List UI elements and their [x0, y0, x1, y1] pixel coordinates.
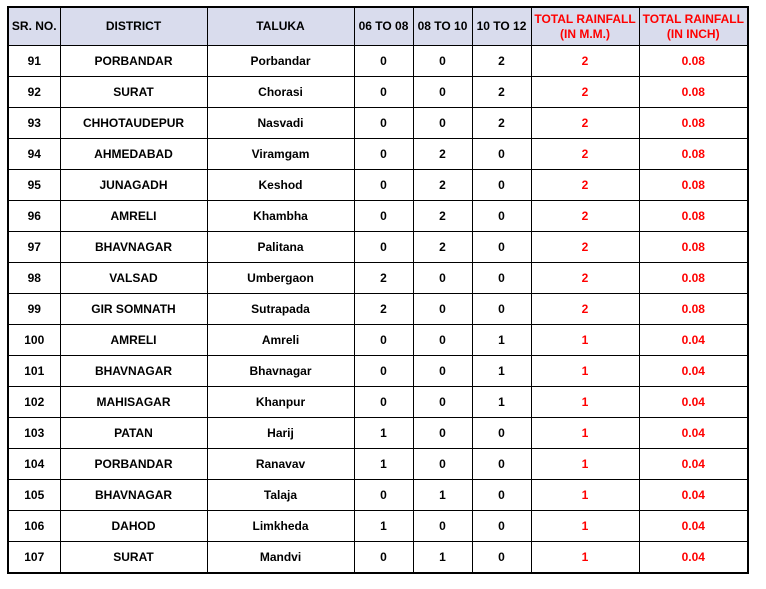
- period-10-12-cell: 0: [472, 511, 531, 542]
- total-rainfall-inch-cell: 0.08: [639, 46, 748, 77]
- table-row: [8, 294, 748, 325]
- period-10-12-cell: 0: [472, 201, 531, 232]
- total-rainfall-mm-cell: 2: [531, 139, 639, 170]
- total-rainfall-inch-cell: 0.08: [639, 77, 748, 108]
- district-cell: MAHISAGAR: [60, 387, 207, 418]
- total-rainfall-inch-cell: 0.04: [639, 387, 748, 418]
- table-row: [8, 201, 748, 232]
- taluka-cell: Nasvadi: [207, 108, 354, 139]
- taluka-cell: Palitana: [207, 232, 354, 263]
- period-10-12-cell: 0: [472, 263, 531, 294]
- table-row: [8, 139, 748, 170]
- period-10-12-cell: 0: [472, 294, 531, 325]
- period-06-08-cell: 2: [354, 263, 413, 294]
- total-rainfall-mm-cell: 1: [531, 480, 639, 511]
- total-rainfall-mm-cell: 1: [531, 418, 639, 449]
- period-06-08-cell: 0: [354, 201, 413, 232]
- table-row: [8, 356, 748, 387]
- district-cell: BHAVNAGAR: [60, 232, 207, 263]
- taluka-cell: Porbandar: [207, 46, 354, 77]
- sr-no-cell: 98: [8, 263, 60, 294]
- period-10-12-cell: 0: [472, 542, 531, 574]
- table-row: [8, 542, 748, 574]
- period-10-12-cell: 2: [472, 108, 531, 139]
- period-06-08-cell: 0: [354, 77, 413, 108]
- sr-no-cell: 93: [8, 108, 60, 139]
- district-cell: CHHOTAUDEPUR: [60, 108, 207, 139]
- period-10-12-cell: 2: [472, 46, 531, 77]
- sr-no-cell: 96: [8, 201, 60, 232]
- district-cell: SURAT: [60, 542, 207, 574]
- header-total-inch-line1: TOTAL RAINFALL: [642, 11, 744, 26]
- table-row: [8, 418, 748, 449]
- period-06-08-cell: 0: [354, 480, 413, 511]
- header-period-06-08: 06 TO 08: [354, 7, 413, 46]
- period-06-08-cell: 0: [354, 325, 413, 356]
- header-total-inch-line2: (IN INCH): [666, 26, 720, 41]
- period-06-08-cell: 1: [354, 511, 413, 542]
- total-rainfall-mm-cell: 2: [531, 232, 639, 263]
- period-06-08-cell: 1: [354, 418, 413, 449]
- sr-no-cell: 95: [8, 170, 60, 201]
- header-total-mm-line1: TOTAL RAINFALL: [534, 11, 636, 26]
- taluka-cell: Mandvi: [207, 542, 354, 574]
- period-06-08-cell: 0: [354, 232, 413, 263]
- sr-no-cell: 103: [8, 418, 60, 449]
- period-08-10-cell: 0: [413, 356, 472, 387]
- period-06-08-cell: 0: [354, 170, 413, 201]
- header-taluka: TALUKA: [207, 7, 354, 46]
- table-row: [8, 232, 748, 263]
- total-rainfall-mm-cell: 2: [531, 294, 639, 325]
- district-cell: DAHOD: [60, 511, 207, 542]
- taluka-cell: Umbergaon: [207, 263, 354, 294]
- total-rainfall-mm-cell: 2: [531, 201, 639, 232]
- table-row: [8, 449, 748, 480]
- period-08-10-cell: 0: [413, 77, 472, 108]
- table-row: [8, 46, 748, 77]
- taluka-cell: Ranavav: [207, 449, 354, 480]
- sr-no-cell: 101: [8, 356, 60, 387]
- period-08-10-cell: 0: [413, 294, 472, 325]
- period-06-08-cell: 0: [354, 108, 413, 139]
- total-rainfall-inch-cell: 0.04: [639, 542, 748, 574]
- table-row: [8, 511, 748, 542]
- total-rainfall-inch-cell: 0.08: [639, 294, 748, 325]
- table-row: [8, 325, 748, 356]
- table-row: [8, 263, 748, 294]
- taluka-cell: Harij: [207, 418, 354, 449]
- total-rainfall-inch-cell: 0.04: [639, 511, 748, 542]
- total-rainfall-mm-cell: 2: [531, 108, 639, 139]
- period-08-10-cell: 1: [413, 480, 472, 511]
- period-08-10-cell: 2: [413, 139, 472, 170]
- district-cell: PORBANDAR: [60, 46, 207, 77]
- sr-no-cell: 91: [8, 46, 60, 77]
- total-rainfall-mm-cell: 2: [531, 263, 639, 294]
- header-period-08-10: 08 TO 10: [413, 7, 472, 46]
- taluka-cell: Khambha: [207, 201, 354, 232]
- total-rainfall-inch-cell: 0.08: [639, 108, 748, 139]
- table-row: [8, 387, 748, 418]
- district-cell: BHAVNAGAR: [60, 480, 207, 511]
- period-08-10-cell: 1: [413, 542, 472, 574]
- total-rainfall-mm-cell: 1: [531, 356, 639, 387]
- period-10-12-cell: 1: [472, 325, 531, 356]
- total-rainfall-inch-cell: 0.08: [639, 139, 748, 170]
- period-10-12-cell: 0: [472, 480, 531, 511]
- period-08-10-cell: 0: [413, 108, 472, 139]
- district-cell: GIR SOMNATH: [60, 294, 207, 325]
- period-10-12-cell: 0: [472, 449, 531, 480]
- period-06-08-cell: 0: [354, 542, 413, 574]
- total-rainfall-inch-cell: 0.08: [639, 201, 748, 232]
- period-08-10-cell: 0: [413, 418, 472, 449]
- total-rainfall-mm-cell: 2: [531, 170, 639, 201]
- district-cell: AMRELI: [60, 325, 207, 356]
- period-08-10-cell: 2: [413, 170, 472, 201]
- period-06-08-cell: 0: [354, 46, 413, 77]
- sr-no-cell: 97: [8, 232, 60, 263]
- sr-no-cell: 105: [8, 480, 60, 511]
- sr-no-cell: 99: [8, 294, 60, 325]
- taluka-cell: Limkheda: [207, 511, 354, 542]
- period-08-10-cell: 0: [413, 46, 472, 77]
- total-rainfall-mm-cell: 1: [531, 449, 639, 480]
- rainfall-table-body: [8, 46, 748, 574]
- sr-no-cell: 104: [8, 449, 60, 480]
- total-rainfall-mm-cell: 2: [531, 77, 639, 108]
- sr-no-cell: 107: [8, 542, 60, 574]
- taluka-cell: Chorasi: [207, 77, 354, 108]
- taluka-cell: Amreli: [207, 325, 354, 356]
- period-08-10-cell: 2: [413, 201, 472, 232]
- period-08-10-cell: 0: [413, 263, 472, 294]
- taluka-cell: Sutrapada: [207, 294, 354, 325]
- sr-no-cell: 100: [8, 325, 60, 356]
- district-cell: VALSAD: [60, 263, 207, 294]
- total-rainfall-mm-cell: 1: [531, 511, 639, 542]
- period-06-08-cell: 2: [354, 294, 413, 325]
- taluka-cell: Talaja: [207, 480, 354, 511]
- header-district: DISTRICT: [60, 7, 207, 46]
- district-cell: PATAN: [60, 418, 207, 449]
- sr-no-cell: 106: [8, 511, 60, 542]
- district-cell: SURAT: [60, 77, 207, 108]
- total-rainfall-mm-cell: 1: [531, 542, 639, 574]
- header-total-rainfall-inch: [639, 7, 748, 46]
- table-row: [8, 170, 748, 201]
- total-rainfall-inch-cell: 0.08: [639, 170, 748, 201]
- table-row: [8, 77, 748, 108]
- district-cell: PORBANDAR: [60, 449, 207, 480]
- period-10-12-cell: 0: [472, 139, 531, 170]
- district-cell: AHMEDABAD: [60, 139, 207, 170]
- period-06-08-cell: 0: [354, 356, 413, 387]
- table-row: [8, 480, 748, 511]
- total-rainfall-inch-cell: 0.04: [639, 480, 748, 511]
- period-08-10-cell: 0: [413, 387, 472, 418]
- total-rainfall-mm-cell: 1: [531, 387, 639, 418]
- sr-no-cell: 94: [8, 139, 60, 170]
- total-rainfall-inch-cell: 0.08: [639, 232, 748, 263]
- period-10-12-cell: 2: [472, 77, 531, 108]
- period-10-12-cell: 1: [472, 387, 531, 418]
- district-cell: JUNAGADH: [60, 170, 207, 201]
- district-cell: AMRELI: [60, 201, 207, 232]
- total-rainfall-inch-cell: 0.04: [639, 449, 748, 480]
- rainfall-table: [7, 6, 749, 574]
- taluka-cell: Keshod: [207, 170, 354, 201]
- period-06-08-cell: 1: [354, 449, 413, 480]
- header-period-10-12: 10 TO 12: [472, 7, 531, 46]
- total-rainfall-inch-cell: 0.04: [639, 325, 748, 356]
- taluka-cell: Bhavnagar: [207, 356, 354, 387]
- period-08-10-cell: 0: [413, 325, 472, 356]
- header-sr-no: SR. NO.: [8, 7, 60, 46]
- sr-no-cell: 92: [8, 77, 60, 108]
- table-row: [8, 108, 748, 139]
- period-06-08-cell: 0: [354, 139, 413, 170]
- header-total-rainfall-mm: [531, 7, 639, 46]
- sr-no-cell: 102: [8, 387, 60, 418]
- total-rainfall-inch-cell: 0.04: [639, 356, 748, 387]
- taluka-cell: Viramgam: [207, 139, 354, 170]
- total-rainfall-mm-cell: 1: [531, 325, 639, 356]
- total-rainfall-inch-cell: 0.08: [639, 263, 748, 294]
- total-rainfall-mm-cell: 2: [531, 46, 639, 77]
- header-total-mm-line2: (IN M.M.): [560, 26, 610, 41]
- period-08-10-cell: 0: [413, 511, 472, 542]
- total-rainfall-inch-cell: 0.04: [639, 418, 748, 449]
- period-10-12-cell: 0: [472, 418, 531, 449]
- period-10-12-cell: 0: [472, 232, 531, 263]
- period-10-12-cell: 0: [472, 170, 531, 201]
- period-08-10-cell: 2: [413, 232, 472, 263]
- taluka-cell: Khanpur: [207, 387, 354, 418]
- header-row: [8, 7, 748, 46]
- period-06-08-cell: 0: [354, 387, 413, 418]
- period-10-12-cell: 1: [472, 356, 531, 387]
- district-cell: BHAVNAGAR: [60, 356, 207, 387]
- period-08-10-cell: 0: [413, 449, 472, 480]
